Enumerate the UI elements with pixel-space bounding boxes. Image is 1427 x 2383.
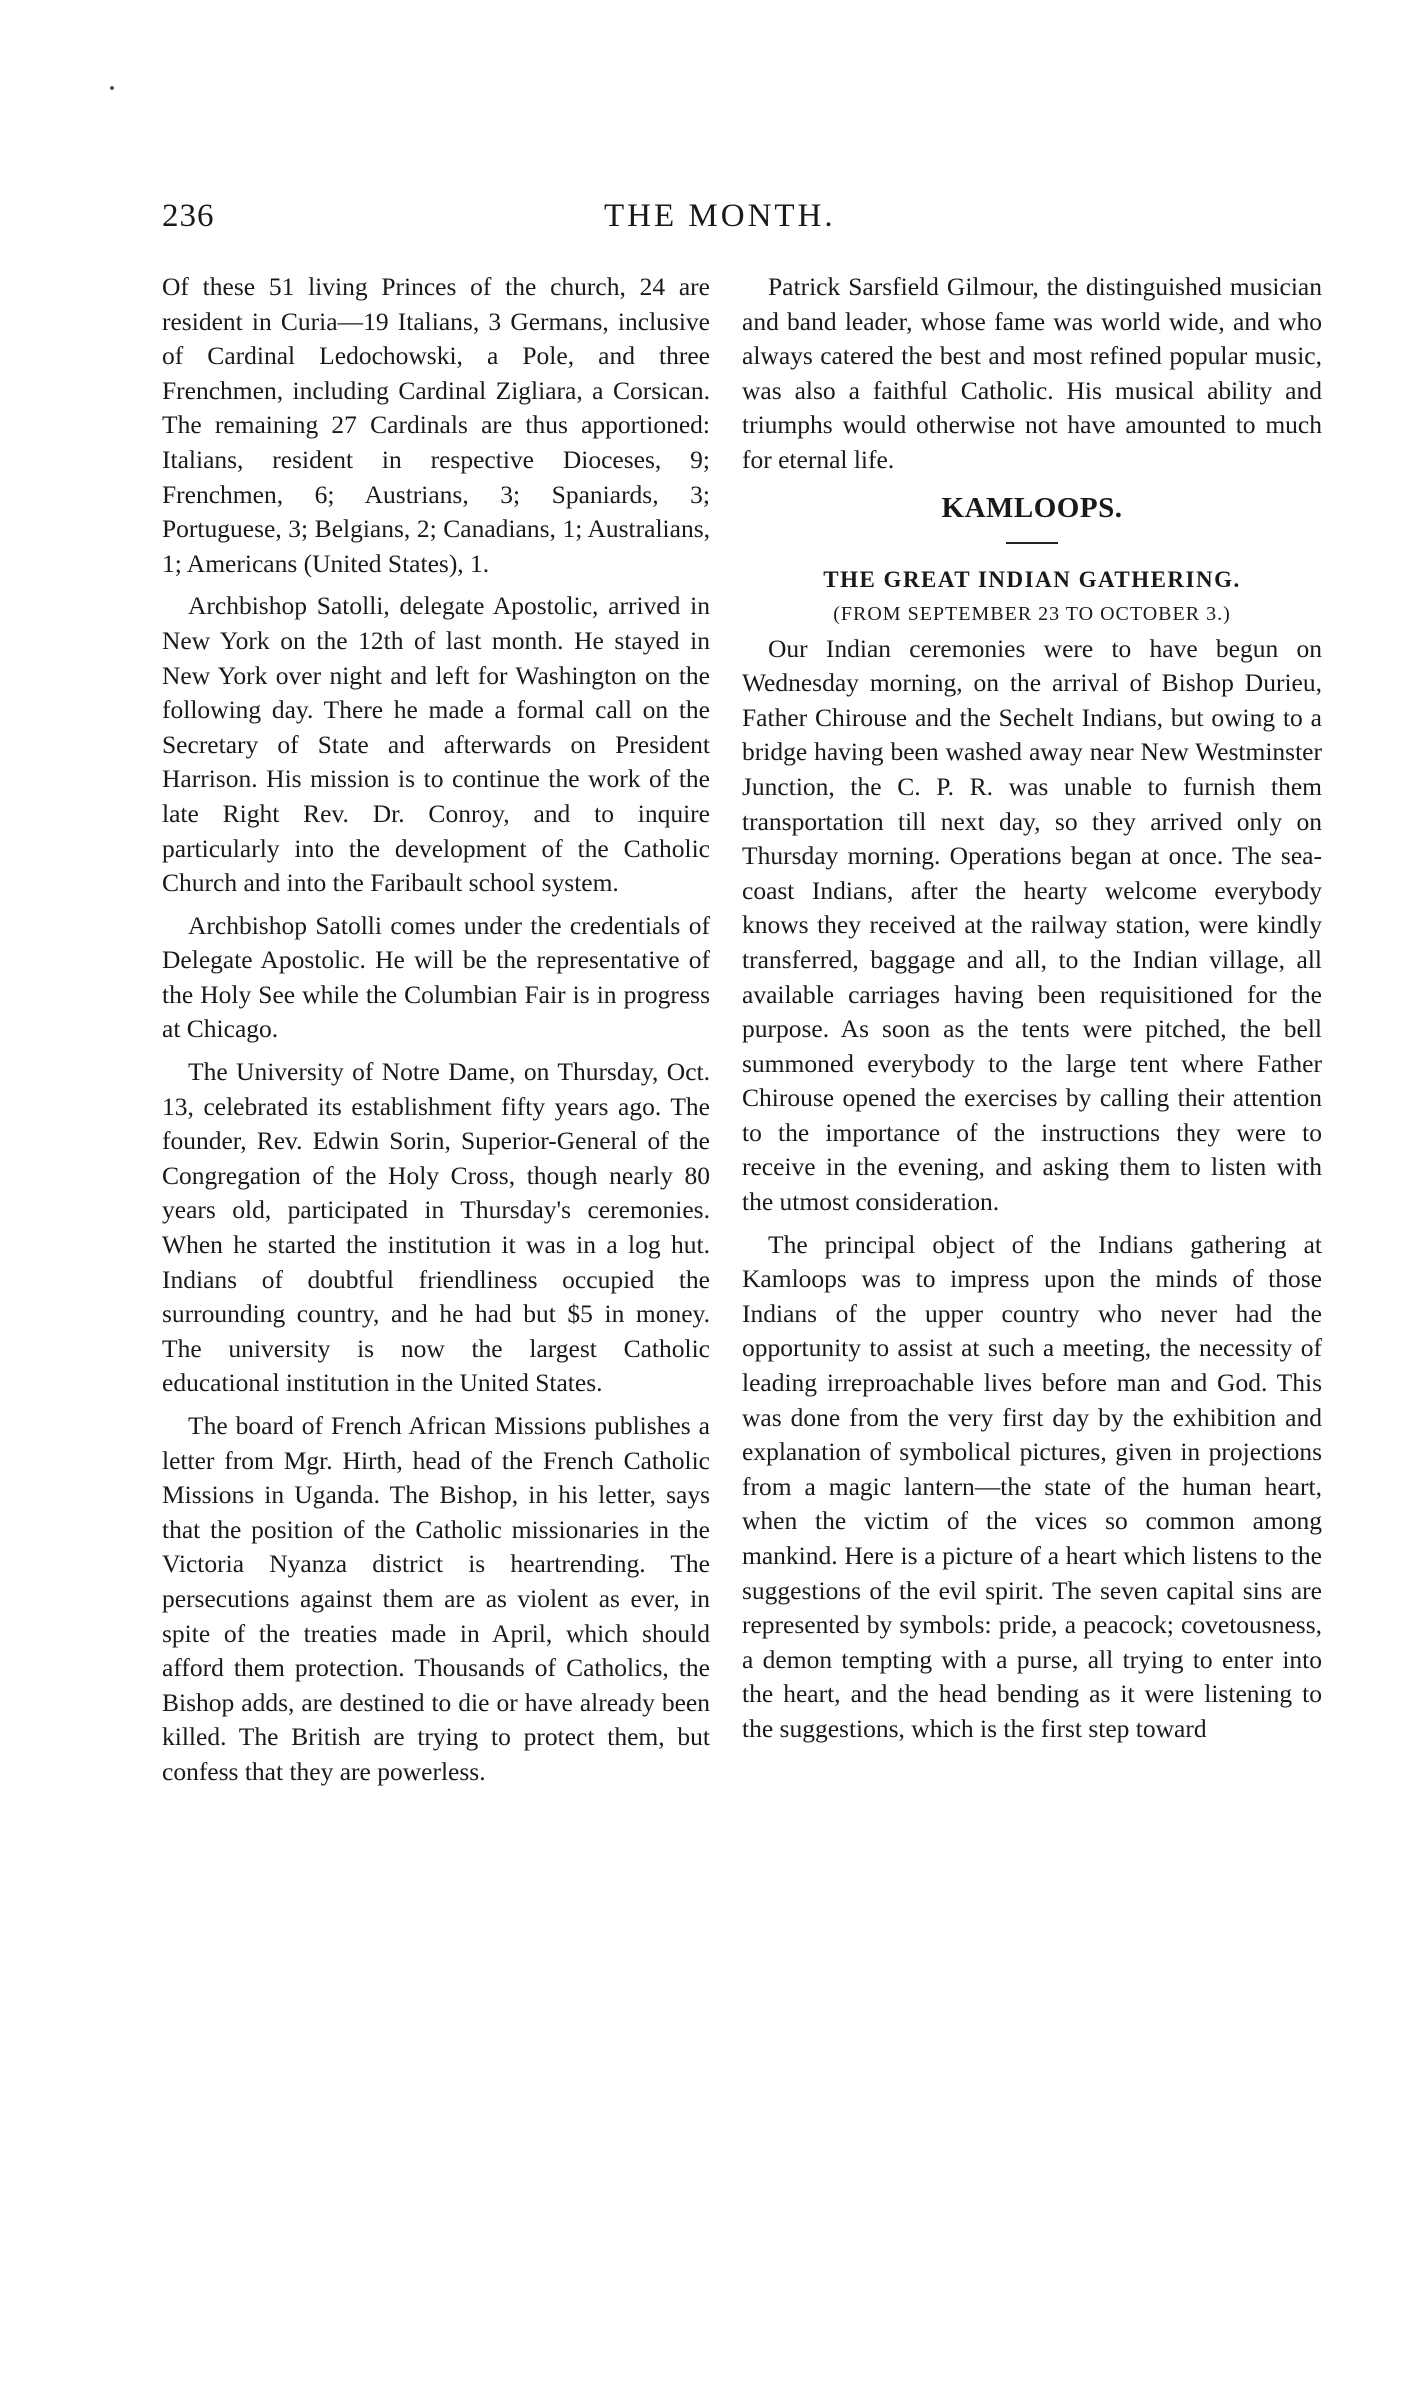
left-column bbox=[162, 270, 710, 1798]
paragraph-cardinals: Of these 51 living Princes of the church, 24 are resident in Curia—19 Italians, 3 Germans, inclusive of Cardinal Ledochowski, a Pole, and three Frenchmen, including Cardinal Zigliara, a Corsican. The remaining 27 Cardinals are thus apportioned: Italians, resident in respective Dioceses, 9; Frenchmen, 6; Austrians, 3; Spaniards, 3; Portuguese, 3; Belgians, 2; Canadians, 1; Australians, 1; Americans (United States), 1. bbox=[162, 272, 710, 578]
right-column bbox=[742, 270, 1322, 1755]
article-date-range: (FROM SEPTEMBER 23 TO OCTOBER 3.) bbox=[833, 602, 1231, 625]
paragraph-notre-dame: The University of Notre Dame, on Thursday, Oct. 13, celebrated its establishment fifty years ago. The founder, Rev. Edwin Sorin, Superior-General of the Congregation of the Holy Cross, though nearly 80 years old, participated in Thursday's ceremonies. When he started the institution it was in a log hut. Indians of doubtful friendliness occupied the surrounding country, and he had but $5 in money. The university is now the largest Catholic educational institution in the United States. bbox=[162, 1057, 710, 1398]
page-number: 236 bbox=[162, 198, 215, 234]
section-title: KAMLOOPS. bbox=[941, 491, 1123, 524]
paragraph-african-missions: The board of French African Missions publishes a letter from Mgr. Hirth, head of the French Catholic Missions in Uganda. The Bishop, in his letter, says that the position of the Catholic missionaries in the Victoria Nyanza district is heartrending. The persecutions against them are as violent as ever, in spite of the treaties made in April, which should afford them protection. Thousands of Catholics, the Bishop adds, are destined to die or have already been killed. The British are trying to protect them, but confess that they are powerless. bbox=[162, 1411, 710, 1786]
paragraph-principal-object: The principal object of the Indians gathering at Kamloops was to impress upon the minds of those Indians of the upper country who never had the opportunity to assist at such a meeting, the necessity of leading irreproachable lives before man and God. This was done from the very first day by the exhibition and explanation of symbolical pictures, given in projections from a magic lantern—the state of the human heart, when the victim of the vices so common among mankind. Here is a picture of a heart which listens to the suggestions of the evil spirit. The seven capital sins are represented by symbols: pride, a peacock; covetousness, a demon tempting with a purse, all trying to enter into the heart, and the head bending as it were listening to the suggestions, which is the first step toward bbox=[742, 1229, 1322, 1743]
article-subtitle: THE GREAT INDIAN GATHERING. bbox=[823, 566, 1241, 592]
running-title: THE MONTH. bbox=[604, 198, 836, 234]
paragraph-ceremonies: Our Indian ceremonies were to have begun on Wednesday morning, on the arrival of Bishop Durieu, Father Chirouse and the Sechelt Indians, but owing to a bridge having been washed away near New Westminster Junction, the C. P. R. was unable to furnish them transportation till next day, so they arrived only on Thursday morning. Operations began at once. The sea-coast Indians, after the hearty welcome everybody knows they received at the railway station, were kindly transferred, baggage and all, to the Indian village, all available carriages having been requisitioned for the purpose. As soon as the tents were pitched, the bell summoned everybody to the large tent where Father Chirouse opened the exercises by calling their attention to the importance of the instructions they were to receive in the evening, and asking them to listen with the utmost consideration. bbox=[742, 633, 1322, 1217]
paragraph-satolli-arrival: Archbishop Satolli, delegate Apostolic, arrived in New York on the 12th of last month. He stayed in New York over night and left for Washington on the following day. There he made a formal call on the Secretary of State and afterwards on President Harrison. His mission is to continue the work of the late Right Rev. Dr. Conroy, and to inquire particularly into the development of the Catholic Church and into the Faribault school system. bbox=[162, 591, 710, 898]
section-divider bbox=[1006, 542, 1058, 544]
paragraph-gilmour: Patrick Sarsfield Gilmour, the distinguished musician and band leader, whose fame was world wide, and who always catered the best and most refined popular music, was also a faithful Catholic. His musical ability and triumphs would otherwise not have amounted to much for eternal life. bbox=[742, 272, 1322, 474]
paragraph-satolli-credentials: Archbishop Satolli comes under the credentials of Delegate Apostolic. He will be the representative of the Holy See while the Columbian Fair is in progress at Chicago. bbox=[162, 910, 710, 1044]
print-speck bbox=[110, 86, 114, 90]
